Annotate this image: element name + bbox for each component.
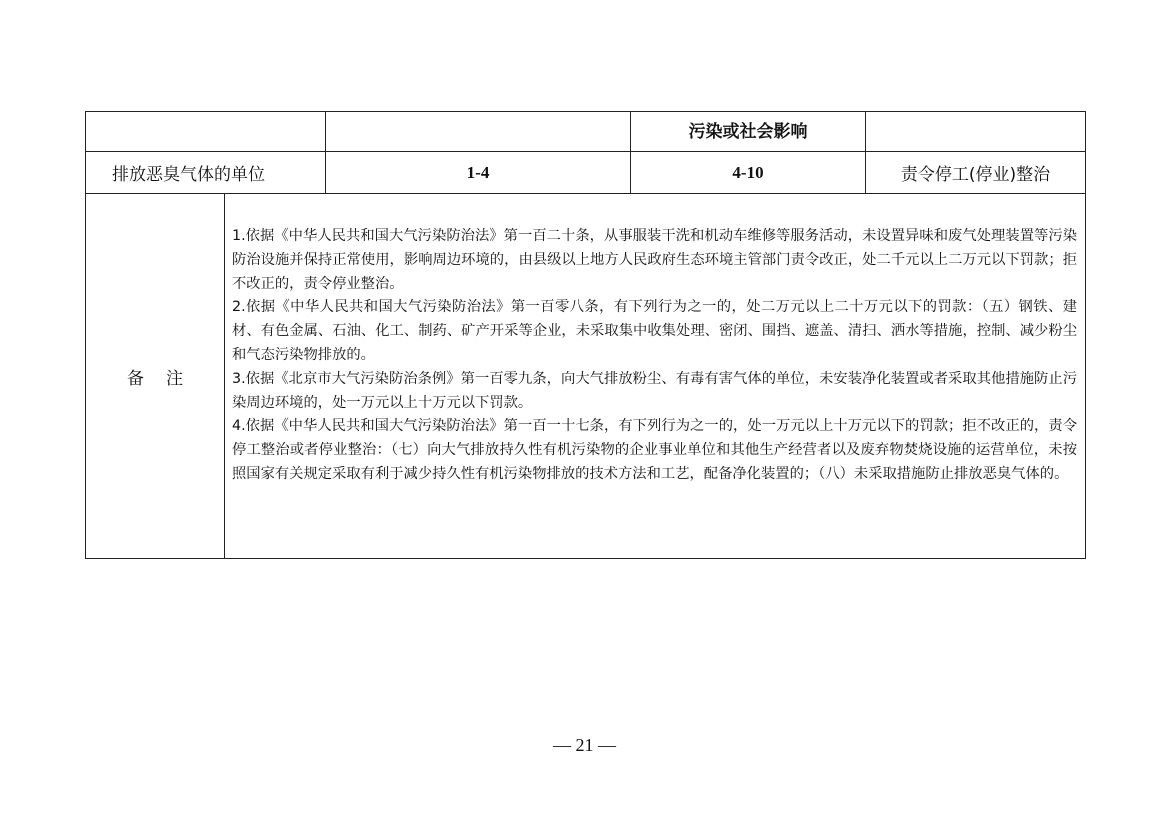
penalty-table	[85, 111, 1086, 559]
row-range1-cell: 1-4	[466, 162, 490, 182]
remarks-content	[232, 225, 1077, 487]
remarks-label-char-1: 备	[127, 368, 144, 389]
remark-item-3: 3.依据《北京市大气污染防治条例》第一百零九条，向大气排放粉尘、有毒有害气体的单位，未安装净化装置或者采取其他措施防止污染周边环境的，处一万元以上十万元以下罚款。	[232, 370, 1077, 411]
remarks-label-char-2: 注	[166, 368, 183, 389]
remark-item-2: 2.依据《中华人民共和国大气污染防治法》第一百零八条，有下列行为之一的，处二万元以上二十万元以下的罚款：（五）钢铁、建材、有色金属、石油、化工、制药、矿产开采等企业，未采取集中收集处理、密闭、围挡、遮盖、清扫、洒水等措施，控制、减少粉尘和气态污染物排放的。	[232, 299, 1077, 363]
remarks-label	[86, 194, 224, 558]
page-number: — 21 —	[553, 735, 616, 755]
remark-item-4: 4.依据《中华人民共和国大气污染防治法》第一百一十七条，有下列行为之一的，处一万元以上十万元以下的罚款；拒不改正的，责令停工整治或者停业整治：（七）向大气排放持久性有机污染物的企业事业单位和其他生产经营者以及废弃物焚烧设施的运营单位，未按照国家有关规定采取有利于减少持久性有机污染物排放的技术方法和工艺，配备净化装置的；（八）未采取措施防止排放恶臭气体的。	[232, 418, 1077, 482]
remarks-label-divider	[224, 193, 225, 559]
header-cell-2	[326, 112, 630, 151]
header-cell-4	[866, 112, 1085, 151]
table-border-row-bottom	[85, 193, 1086, 194]
table-border-right	[1085, 111, 1086, 559]
header-cell-impact: 污染或社会影响	[688, 122, 808, 142]
remark-item-1: 1.依据《中华人民共和国大气污染防治法》第一百二十条，从事服装干洗和机动车维修等服务活动，未设置异味和废气处理装置等污染防治设施并保持正常使用，影响周边环境的，由县级以上地方人民政府生态环境主管部门责令改正，处二千元以上二万元以下罚款；拒不改正的，责令停业整治。	[232, 228, 1077, 292]
row-action-cell: 责令停工(停业)整治	[900, 165, 1051, 185]
table-border-bottom	[85, 558, 1086, 559]
row-range2-cell: 4-10	[732, 162, 764, 182]
header-cell-1	[86, 112, 325, 151]
row-unit-cell: 排放恶臭气体的单位	[112, 165, 265, 185]
